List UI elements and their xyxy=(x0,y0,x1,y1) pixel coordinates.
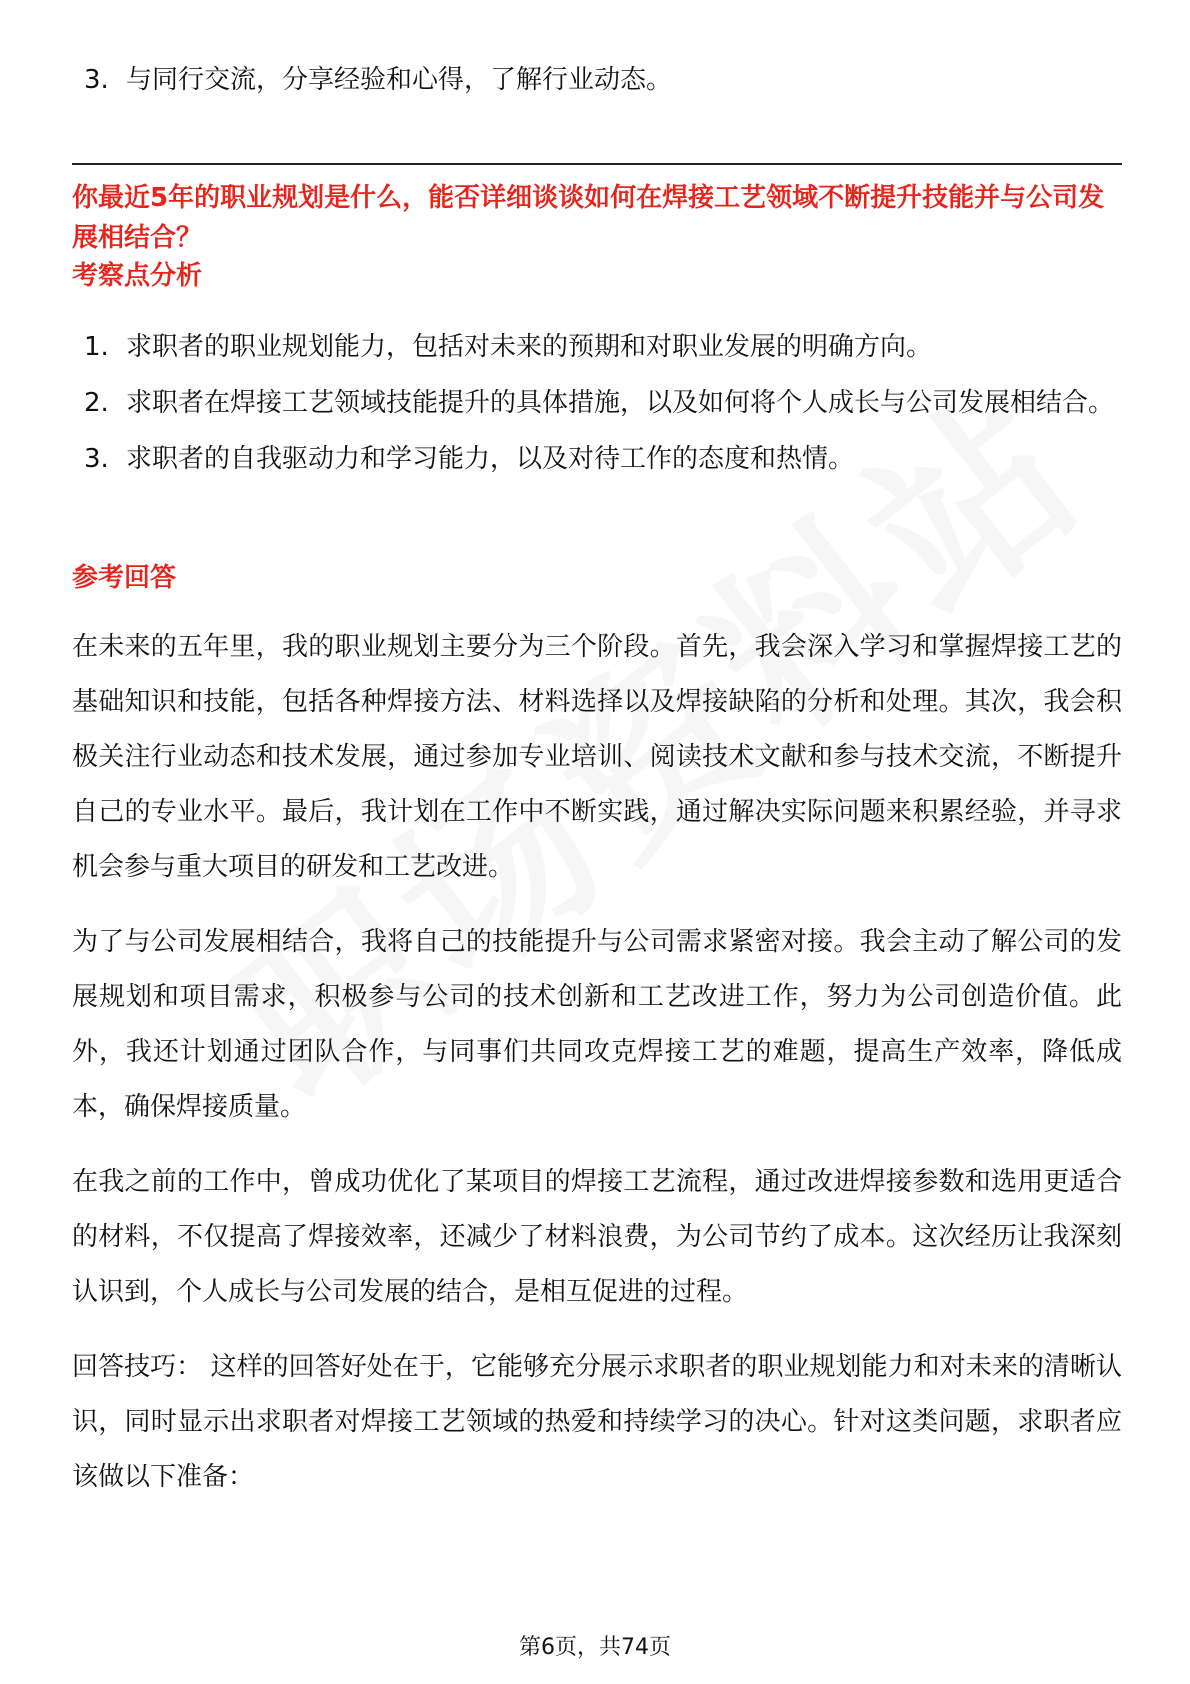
continued-list xyxy=(72,52,1122,108)
list-number: 1. xyxy=(84,332,109,362)
paragraph: 为了与公司发展相结合，我将自己的技能提升与公司需求紧密对接。我会主动了解公司的发展规划和项目需求，积极参与公司的技术创新和工艺改进工作，努力为公司创造价值。此外，我还计划通过团队合作，与同事们共同攻克焊接工艺的难题，提高生产效率，降低成本，确保焊接质量。 xyxy=(72,927,1122,1122)
section-divider xyxy=(72,163,1122,165)
question-heading: 你最近5年的职业规划是什么，能否详细谈谈如何在焊接工艺领域不断提升技能并与公司发展相结合？ xyxy=(72,183,1105,253)
list-number: 3. xyxy=(84,65,109,95)
list-text: 求职者在焊接工艺领域技能提升的具体措施，以及如何将个人成长与公司发展相结合。 xyxy=(126,388,1115,418)
list-number: 3. xyxy=(84,444,109,474)
list-item xyxy=(72,431,1122,487)
list-text: 与同行交流，分享经验和心得，了解行业动态。 xyxy=(126,65,673,95)
page-footer: 第6页，共74页 xyxy=(519,1635,671,1660)
answer-label: 参考回答 xyxy=(72,563,177,593)
paragraph: 在我之前的工作中，曾成功优化了某项目的焊接工艺流程，通过改进焊接参数和选用更适合的材料，不仅提高了焊接效率，还减少了材料浪费，为公司节约了成本。这次经历让我深刻认识到，个人成长与公司发展的结合，是相互促进的过程。 xyxy=(72,1167,1122,1307)
analysis-label: 考察点分析 xyxy=(72,261,203,291)
list-number: 2. xyxy=(84,388,109,418)
answer-tips xyxy=(72,1340,1122,1505)
list-item xyxy=(72,52,1122,108)
analysis-list xyxy=(72,319,1122,487)
list-item xyxy=(72,375,1122,431)
answer-paragraph-3 xyxy=(72,1155,1122,1320)
paragraph: 回答技巧： 这样的回答好处在于，它能够充分展示求职者的职业规划能力和对未来的清晰认识，同时显示出求职者对焊接工艺领域的热爱和持续学习的决心。针对这类问题，求职者应该做以下准备： xyxy=(72,1352,1122,1492)
list-item xyxy=(72,319,1122,375)
answer-paragraph-1 xyxy=(72,620,1122,895)
list-text: 求职者的职业规划能力，包括对未来的预期和对职业发展的明确方向。 xyxy=(126,332,933,362)
answer-paragraph-2 xyxy=(72,915,1122,1135)
paragraph: 在未来的五年里，我的职业规划主要分为三个阶段。首先，我会深入学习和掌握焊接工艺的基础知识和技能，包括各种焊接方法、材料选择以及焊接缺陷的分析和处理。其次，我会积极关注行业动态和技术发展，通过参加专业培训、阅读技术文献和参与技术交流，不断提升自己的专业水平。最后，我计划在工作中不断实践，通过解决实际问题来积累经验，并寻求机会参与重大项目的研发和工艺改进。 xyxy=(72,632,1122,882)
list-text: 求职者的自我驱动力和学习能力，以及对待工作的态度和热情。 xyxy=(126,444,855,474)
